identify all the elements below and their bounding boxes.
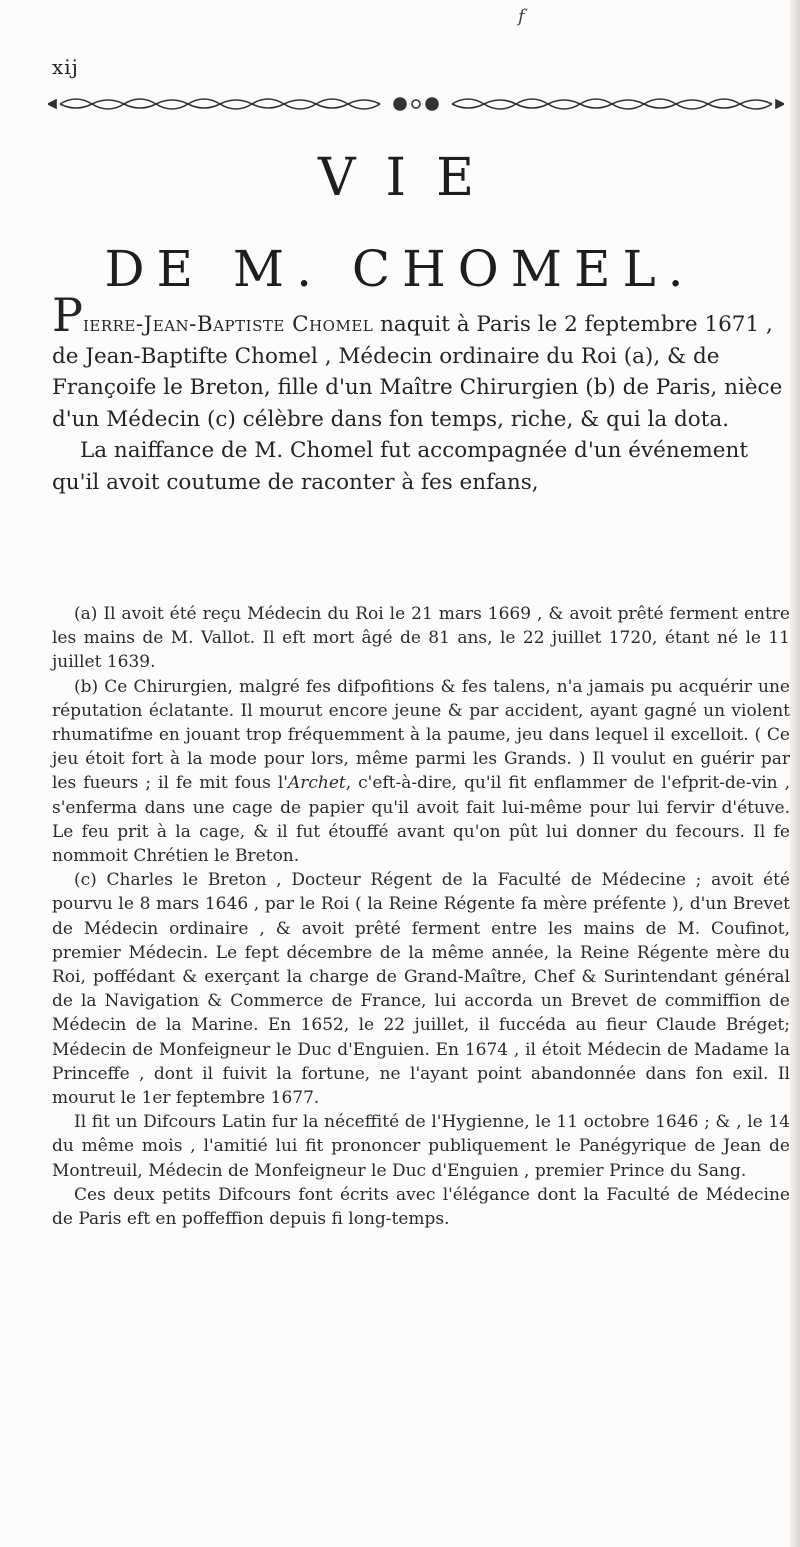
page-mark: f xyxy=(518,6,525,27)
footnote-b-text: (b) Ce Chirurgien, malgré fes difpofitions & fes talens, n'a jamais pu acquérir une réputation éclatante. Il mourut encore jeune & par accident, ayant gagné un violent rhumatifme en jouant trop fréquemment à la paume, jeu dans lequel il excelloit. ( Ce jeu étoit fort à la mode pour lors, même parmi les Grands. ) Il voulut en guérir par les fueurs ; il fe mit fous l' xyxy=(52,676,790,794)
paragraph-1-text: naquit à Paris le 2 feptembre 1671 , de Jean-Baptifte Chomel , Médecin ordinaire du Roi (a), & de Françoife le Breton, fille d'un Maître Chirurgien (b) de Paris, nièce d'un Médecin (c) célèbre dans fon temps, riche, & qui la dota. xyxy=(52,312,783,432)
ornament-rule xyxy=(48,92,784,116)
paragraph-2: La naiffance de M. Chomel fut accompagnée d'un événement qu'il avoit coutume de raconter à fes enfans, xyxy=(52,438,749,495)
subject-name: ierre-Jean-Baptiste Chomel xyxy=(82,312,374,337)
footnotes xyxy=(52,602,790,1231)
drop-cap: P xyxy=(52,288,83,342)
page-edge-shadow xyxy=(790,0,800,1547)
footnote-c-cont-1: Il fit un Difcours Latin fur la néceffité de l'Hygienne, le 11 octobre 1646 ; & , le 14 du même mois , l'amitié lui fit prononcer publiquement le Panégyrique de Jean de Montreuil, Médecin de Monfeigneur le Duc d'Enguien , premier Prince du Sang. xyxy=(52,1112,790,1181)
footnote-c-cont-2: Ces deux petits Difcours font écrits avec l'élégance dont la Faculté de Médecine de Paris eft en poffeffion depuis fi long-temps. xyxy=(52,1184,790,1230)
page-number: xij xyxy=(52,55,79,79)
title: VIE xyxy=(317,148,505,208)
footnote-b-text-2: , c'eft-à-dire, qu'il fit enflammer de l'efprit-de-vin , s'enferma dans une cage de papier qu'il avoit fait lui-même pour lui fervir d'étuve. Le feu prit à la cage, & il fut étouffé avant qu'on pût lui donner du fecours. Il fe nommoit Chrétien le Breton. xyxy=(52,773,790,867)
paragraph-1 xyxy=(52,288,790,435)
footnote-b xyxy=(52,675,790,869)
main-text xyxy=(52,288,790,498)
footnote-c: (c) Charles le Breton , Docteur Régent de la Faculté de Médecine ; avoit été pourvu le 8 mars 1646 , par le Roi ( la Reine Régente fa mère préfente ), d'un Brevet de Médecin ordinaire , & avoit prêté ferment entre les mains de M. Coufinot, premier Médecin. Le fept décembre de la même année, la Reine Régente mère du Roi, poffédant & exerçant la charge de Grand-Maître, Chef & Surintendant général de la Navigation & Commerce de France, lui accorda un Brevet de commiffion de Médecin de la Marine. En 1652, le 22 juillet, il fuccéda au fieur Claude Bréget; Médecin de Monfeigneur le Duc d'Enguien. En 1674 , il étoit Médecin de Madame la Princeffe , dont il fuivit la fortune, ne l'ayant point abandonnée dans fon exil. Il mourut le 1er feptembre 1677. xyxy=(52,870,790,1109)
subtitle: DE M. CHOMEL. xyxy=(104,240,696,298)
footnote-b-italic: Archet xyxy=(287,773,346,794)
footnote-a: (a) Il avoit été reçu Médecin du Roi le 21 mars 1669 , & avoit prêté ferment entre les mains de M. Vallot. Il eft mort âgé de 81 ans, le 22 juillet 1720, étant né le 11 juillet 1639. xyxy=(52,604,790,673)
